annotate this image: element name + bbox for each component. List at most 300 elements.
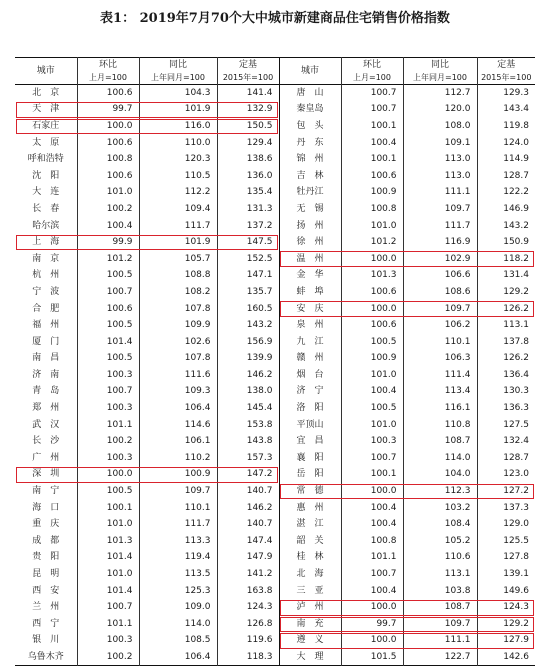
right-base-cell: 127.2 (477, 483, 535, 500)
left-yoy-cell: 109.0 (139, 599, 217, 616)
table-row (15, 582, 535, 599)
right-mom-cell: 100.0 (341, 632, 403, 649)
left-city-cell: 哈尔滨 (32, 220, 60, 231)
right-mom-cell: 100.7 (341, 450, 403, 467)
left-mom-cell: 100.2 (77, 649, 139, 666)
right-yoy-cell: 110.1 (403, 333, 477, 350)
left-mom-cell: 100.7 (77, 383, 139, 400)
right-mom-cell: 100.3 (341, 433, 403, 450)
right-city-cell: 泉 州 (279, 317, 341, 334)
left-base-cell: 156.9 (217, 333, 279, 350)
left-base-cell: 124.3 (217, 599, 279, 616)
left-mom-cell: 101.3 (77, 533, 139, 550)
right-mom-cell: 100.4 (341, 516, 403, 533)
right-city-cell: 洛 阳 (279, 400, 341, 417)
left-base-cell: 160.5 (217, 300, 279, 317)
right-yoy-cell: 104.0 (403, 466, 477, 483)
left-base-cell: 163.8 (217, 582, 279, 599)
left-mom-cell: 100.1 (77, 499, 139, 516)
right-mom-cell: 100.7 (341, 85, 403, 102)
left-base-cell: 146.2 (217, 367, 279, 384)
left-city-cell: 大 连 (32, 187, 60, 198)
right-yoy-cell: 114.0 (403, 450, 477, 467)
right-city-cell: 惠 州 (279, 499, 341, 516)
left-mom-cell: 100.5 (77, 350, 139, 367)
right-base-cell: 128.7 (477, 450, 535, 467)
right-base-cell: 128.7 (477, 167, 535, 184)
right-base-cell: 114.9 (477, 151, 535, 168)
price-index-table (15, 57, 535, 666)
right-city-cell: 温 州 (279, 250, 341, 267)
right-city-cell: 襄 阳 (279, 450, 341, 467)
left-mom-cell: 101.0 (77, 566, 139, 583)
right-mom-cell: 100.0 (341, 599, 403, 616)
header-city-right: 城市 (279, 58, 341, 85)
left-mom-cell: 100.5 (77, 483, 139, 500)
left-city-cell: 武 汉 (32, 419, 60, 430)
left-base-cell: 129.4 (217, 134, 279, 151)
table-row (15, 367, 535, 384)
left-mom-cell: 100.5 (77, 267, 139, 284)
table-row (15, 549, 535, 566)
right-city-cell: 韶 关 (279, 533, 341, 550)
right-base-cell: 113.1 (477, 317, 535, 334)
left-city-cell: 福 州 (32, 320, 60, 331)
right-mom-cell: 101.0 (341, 217, 403, 234)
right-yoy-cell: 120.0 (403, 101, 477, 118)
left-base-cell: 135.4 (217, 184, 279, 201)
right-yoy-cell: 111.7 (403, 217, 477, 234)
right-mom-cell: 100.8 (341, 201, 403, 218)
left-base-cell: 136.0 (217, 167, 279, 184)
left-city-cell: 广 州 (32, 452, 60, 463)
right-yoy-cell: 113.0 (403, 167, 477, 184)
left-mom-cell: 100.5 (77, 317, 139, 334)
table-row (15, 483, 535, 500)
table-row (15, 250, 535, 267)
table-row (15, 400, 535, 417)
subheader-base: 2015年=100 (217, 72, 279, 85)
right-base-cell: 136.3 (477, 400, 535, 417)
right-yoy-cell: 111.4 (403, 367, 477, 384)
right-mom-cell: 100.1 (341, 151, 403, 168)
left-base-cell: 147.1 (217, 267, 279, 284)
left-base-cell: 140.7 (217, 516, 279, 533)
left-yoy-cell: 101.9 (139, 101, 217, 118)
right-mom-cell: 100.5 (341, 333, 403, 350)
right-yoy-cell: 109.7 (403, 616, 477, 633)
left-yoy-cell: 111.7 (139, 516, 217, 533)
right-city-cell: 赣 州 (279, 350, 341, 367)
left-yoy-cell: 100.9 (139, 466, 217, 483)
left-base-cell: 139.9 (217, 350, 279, 367)
right-city-cell: 锦 州 (279, 151, 341, 168)
left-city-cell: 青 岛 (32, 386, 60, 397)
left-yoy-cell: 110.0 (139, 134, 217, 151)
table-row (15, 433, 535, 450)
header-city: 城市 (36, 66, 55, 76)
subheader-yoy-right: 上年同月=100 (403, 72, 477, 85)
right-city-cell: 金 华 (279, 267, 341, 284)
right-base-cell: 146.9 (477, 201, 535, 218)
left-mom-cell: 99.9 (77, 234, 139, 251)
left-city-cell: 济 南 (32, 369, 60, 380)
right-yoy-cell: 109.1 (403, 134, 477, 151)
header-yoy: 同比 (139, 58, 217, 73)
right-city-cell: 常 德 (279, 483, 341, 500)
table-row (15, 300, 535, 317)
left-base-cell: 141.2 (217, 566, 279, 583)
left-yoy-cell: 108.2 (139, 284, 217, 301)
table-row (15, 499, 535, 516)
right-mom-cell: 100.4 (341, 383, 403, 400)
left-base-cell: 119.6 (217, 632, 279, 649)
left-yoy-cell: 104.3 (139, 85, 217, 102)
left-base-cell: 138.0 (217, 383, 279, 400)
left-city-cell: 西 宁 (32, 618, 60, 629)
left-mom-cell: 101.4 (77, 333, 139, 350)
left-base-cell: 132.9 (217, 101, 279, 118)
right-mom-cell: 100.4 (341, 134, 403, 151)
right-yoy-cell: 108.7 (403, 433, 477, 450)
left-base-cell: 141.4 (217, 85, 279, 102)
right-base-cell: 143.2 (477, 217, 535, 234)
subheader-mom: 上月=100 (77, 72, 139, 85)
right-yoy-cell: 113.0 (403, 151, 477, 168)
right-city-cell: 湛 江 (279, 516, 341, 533)
right-base-cell: 137.3 (477, 499, 535, 516)
right-mom-cell: 101.2 (341, 234, 403, 251)
left-yoy-cell: 111.7 (139, 217, 217, 234)
subheader-yoy: 上年同月=100 (139, 72, 217, 85)
right-mom-cell: 100.4 (341, 582, 403, 599)
left-mom-cell: 100.6 (77, 300, 139, 317)
right-base-cell: 124.3 (477, 599, 535, 616)
left-city-cell: 海 口 (32, 502, 60, 513)
left-city-cell: 厦 门 (32, 336, 60, 347)
left-mom-cell: 101.0 (77, 516, 139, 533)
right-city-cell: 丹 东 (279, 134, 341, 151)
left-city-cell: 银 川 (32, 635, 60, 646)
right-mom-cell: 101.0 (341, 416, 403, 433)
right-base-cell: 129.2 (477, 284, 535, 301)
left-yoy-cell: 109.3 (139, 383, 217, 400)
right-base-cell: 129.0 (477, 516, 535, 533)
table-header-row (15, 58, 535, 73)
left-city-cell: 重 庆 (32, 519, 60, 530)
right-yoy-cell: 109.7 (403, 201, 477, 218)
right-yoy-cell: 112.7 (403, 85, 477, 102)
left-mom-cell: 100.7 (77, 599, 139, 616)
left-city-cell: 太 原 (32, 137, 60, 148)
left-yoy-cell: 116.0 (139, 118, 217, 135)
table-row (15, 632, 535, 649)
right-base-cell: 118.2 (477, 250, 535, 267)
left-city-cell: 兰 州 (32, 602, 60, 613)
right-yoy-cell: 111.1 (403, 632, 477, 649)
right-yoy-cell: 102.9 (403, 250, 477, 267)
left-city-cell: 石家庄 (32, 120, 60, 131)
right-yoy-cell: 110.8 (403, 416, 477, 433)
left-base-cell: 147.2 (217, 466, 279, 483)
right-base-cell: 125.5 (477, 533, 535, 550)
left-base-cell: 118.3 (217, 649, 279, 666)
left-mom-cell: 101.4 (77, 549, 139, 566)
right-mom-cell: 100.0 (341, 300, 403, 317)
table-row (15, 317, 535, 334)
left-yoy-cell: 106.4 (139, 400, 217, 417)
right-yoy-cell: 108.6 (403, 284, 477, 301)
right-city-cell: 北 海 (279, 566, 341, 583)
right-base-cell: 136.4 (477, 367, 535, 384)
left-base-cell: 143.2 (217, 317, 279, 334)
left-city-cell: 长 春 (32, 203, 60, 214)
left-mom-cell: 100.3 (77, 400, 139, 417)
right-yoy-cell: 106.3 (403, 350, 477, 367)
right-mom-cell: 101.3 (341, 267, 403, 284)
table-row (15, 383, 535, 400)
right-base-cell: 124.0 (477, 134, 535, 151)
left-yoy-cell: 107.8 (139, 350, 217, 367)
left-mom-cell: 99.7 (77, 101, 139, 118)
left-base-cell: 152.5 (217, 250, 279, 267)
table-row (15, 616, 535, 633)
right-base-cell: 129.3 (477, 85, 535, 102)
right-base-cell: 129.2 (477, 616, 535, 633)
right-yoy-cell: 109.7 (403, 300, 477, 317)
left-city-cell: 呼和浩特 (27, 154, 64, 165)
right-city-cell: 唐 山 (279, 85, 341, 102)
left-mom-cell: 100.2 (77, 201, 139, 218)
right-yoy-cell: 112.3 (403, 483, 477, 500)
right-city-cell: 无 锡 (279, 201, 341, 218)
right-yoy-cell: 110.6 (403, 549, 477, 566)
left-yoy-cell: 102.6 (139, 333, 217, 350)
left-city-cell: 南 京 (32, 253, 60, 264)
right-city-cell: 遵 义 (279, 632, 341, 649)
right-base-cell: 127.9 (477, 632, 535, 649)
left-city-cell: 昆 明 (32, 569, 60, 580)
left-city-cell: 天 津 (32, 104, 60, 115)
right-base-cell: 143.4 (477, 101, 535, 118)
left-city-cell: 贵 阳 (32, 552, 60, 563)
left-mom-cell: 100.3 (77, 450, 139, 467)
left-mom-cell: 100.7 (77, 284, 139, 301)
right-city-cell: 桂 林 (279, 549, 341, 566)
table-row (15, 284, 535, 301)
right-mom-cell: 100.7 (341, 101, 403, 118)
right-city-cell: 蚌 埠 (279, 284, 341, 301)
left-base-cell: 147.5 (217, 234, 279, 251)
right-city-cell: 秦皇岛 (279, 101, 341, 118)
right-mom-cell: 100.7 (341, 566, 403, 583)
left-city-cell: 深 圳 (32, 469, 60, 480)
left-yoy-cell: 111.6 (139, 367, 217, 384)
left-yoy-cell: 108.8 (139, 267, 217, 284)
left-yoy-cell: 108.5 (139, 632, 217, 649)
right-mom-cell: 100.1 (341, 118, 403, 135)
left-yoy-cell: 114.0 (139, 616, 217, 633)
left-mom-cell: 100.3 (77, 367, 139, 384)
left-city-cell: 宁 波 (32, 286, 60, 297)
right-mom-cell: 101.5 (341, 649, 403, 666)
left-mom-cell: 100.0 (77, 466, 139, 483)
right-yoy-cell: 111.1 (403, 184, 477, 201)
right-city-cell: 吉 林 (279, 167, 341, 184)
right-mom-cell: 101.0 (341, 367, 403, 384)
right-yoy-cell: 122.7 (403, 649, 477, 666)
header-mom-right: 环比 (341, 58, 403, 73)
right-mom-cell: 100.0 (341, 250, 403, 267)
right-city-cell: 牡丹江 (279, 184, 341, 201)
table-row (15, 101, 535, 118)
right-base-cell: 149.6 (477, 582, 535, 599)
left-base-cell: 140.7 (217, 483, 279, 500)
right-city-cell: 岳 阳 (279, 466, 341, 483)
header-yoy-right: 同比 (403, 58, 477, 73)
right-city-cell: 泸 州 (279, 599, 341, 616)
right-mom-cell: 100.4 (341, 499, 403, 516)
left-base-cell: 153.8 (217, 416, 279, 433)
right-mom-cell: 100.9 (341, 350, 403, 367)
left-base-cell: 157.3 (217, 450, 279, 467)
right-mom-cell: 100.0 (341, 483, 403, 500)
table-row (15, 234, 535, 251)
right-base-cell: 126.2 (477, 300, 535, 317)
left-city-cell: 南 昌 (32, 353, 60, 364)
left-city-cell: 西 安 (32, 585, 60, 596)
right-yoy-cell: 108.0 (403, 118, 477, 135)
left-mom-cell: 100.6 (77, 167, 139, 184)
left-yoy-cell: 125.3 (139, 582, 217, 599)
right-city-cell: 包 头 (279, 118, 341, 135)
left-base-cell: 146.2 (217, 499, 279, 516)
subheader-base-right: 2015年=100 (477, 72, 535, 85)
left-yoy-cell: 109.4 (139, 201, 217, 218)
right-mom-cell: 100.5 (341, 400, 403, 417)
header-mom: 环比 (77, 58, 139, 73)
left-mom-cell: 101.2 (77, 250, 139, 267)
left-yoy-cell: 105.7 (139, 250, 217, 267)
left-base-cell: 143.8 (217, 433, 279, 450)
right-yoy-cell: 116.9 (403, 234, 477, 251)
left-yoy-cell: 114.6 (139, 416, 217, 433)
table-row (15, 134, 535, 151)
right-base-cell: 127.8 (477, 549, 535, 566)
table-row (15, 167, 535, 184)
left-yoy-cell: 112.2 (139, 184, 217, 201)
right-base-cell: 126.2 (477, 350, 535, 367)
left-yoy-cell: 113.5 (139, 566, 217, 583)
left-city-cell: 杭 州 (32, 270, 60, 281)
left-yoy-cell: 110.1 (139, 499, 217, 516)
table-row (15, 533, 535, 550)
table-row (15, 350, 535, 367)
right-city-cell: 安 庆 (279, 300, 341, 317)
left-mom-cell: 100.6 (77, 85, 139, 102)
left-mom-cell: 101.4 (77, 582, 139, 599)
table-row (15, 416, 535, 433)
right-mom-cell: 100.6 (341, 317, 403, 334)
left-yoy-cell: 110.2 (139, 450, 217, 467)
left-mom-cell: 100.3 (77, 632, 139, 649)
left-base-cell: 147.9 (217, 549, 279, 566)
left-yoy-cell: 101.9 (139, 234, 217, 251)
right-city-cell: 大 理 (279, 649, 341, 666)
right-yoy-cell: 108.4 (403, 516, 477, 533)
right-base-cell: 142.6 (477, 649, 535, 666)
right-base-cell: 123.0 (477, 466, 535, 483)
left-city-cell: 北 京 (32, 88, 60, 99)
table-row (15, 85, 535, 102)
right-base-cell: 139.1 (477, 566, 535, 583)
left-city-cell: 长 沙 (32, 436, 60, 447)
table-row (15, 267, 535, 284)
left-base-cell: 150.5 (217, 118, 279, 135)
left-mom-cell: 101.1 (77, 416, 139, 433)
left-base-cell: 126.8 (217, 616, 279, 633)
right-yoy-cell: 108.7 (403, 599, 477, 616)
right-base-cell: 122.2 (477, 184, 535, 201)
left-city-cell: 郑 州 (32, 403, 60, 414)
right-base-cell: 132.4 (477, 433, 535, 450)
right-city-cell: 九 江 (279, 333, 341, 350)
table-row (15, 184, 535, 201)
left-yoy-cell: 110.5 (139, 167, 217, 184)
left-yoy-cell: 120.3 (139, 151, 217, 168)
table-row (15, 201, 535, 218)
right-base-cell: 119.8 (477, 118, 535, 135)
table-subheader-row (15, 72, 535, 85)
table-row (15, 516, 535, 533)
left-base-cell: 147.4 (217, 533, 279, 550)
right-city-cell: 扬 州 (279, 217, 341, 234)
right-yoy-cell: 106.6 (403, 267, 477, 284)
right-city-cell: 三 亚 (279, 582, 341, 599)
left-city-cell: 沈 阳 (32, 170, 60, 181)
table-row (15, 566, 535, 583)
right-base-cell: 137.8 (477, 333, 535, 350)
left-city-cell: 合 肥 (32, 303, 60, 314)
left-yoy-cell: 109.7 (139, 483, 217, 500)
table-row (15, 649, 535, 666)
left-mom-cell: 101.1 (77, 616, 139, 633)
table-row (15, 118, 535, 135)
left-base-cell: 145.4 (217, 400, 279, 417)
left-base-cell: 135.7 (217, 284, 279, 301)
right-city-cell: 烟 台 (279, 367, 341, 384)
left-city-cell: 上 海 (32, 237, 60, 248)
table-row (15, 450, 535, 467)
left-city-cell: 乌鲁木齐 (27, 651, 64, 662)
right-mom-cell: 100.9 (341, 184, 403, 201)
right-yoy-cell: 103.8 (403, 582, 477, 599)
left-mom-cell: 100.6 (77, 134, 139, 151)
header-base: 定基 (217, 58, 279, 73)
right-yoy-cell: 105.2 (403, 533, 477, 550)
right-base-cell: 131.4 (477, 267, 535, 284)
right-mom-cell: 100.6 (341, 167, 403, 184)
left-city-cell: 成 都 (32, 535, 60, 546)
left-yoy-cell: 119.4 (139, 549, 217, 566)
right-city-cell: 济 宁 (279, 383, 341, 400)
right-mom-cell: 100.8 (341, 533, 403, 550)
right-city-cell: 南 充 (279, 616, 341, 633)
table-row (15, 333, 535, 350)
right-city-cell: 徐 州 (279, 234, 341, 251)
table-row (15, 466, 535, 483)
left-mom-cell: 100.4 (77, 217, 139, 234)
